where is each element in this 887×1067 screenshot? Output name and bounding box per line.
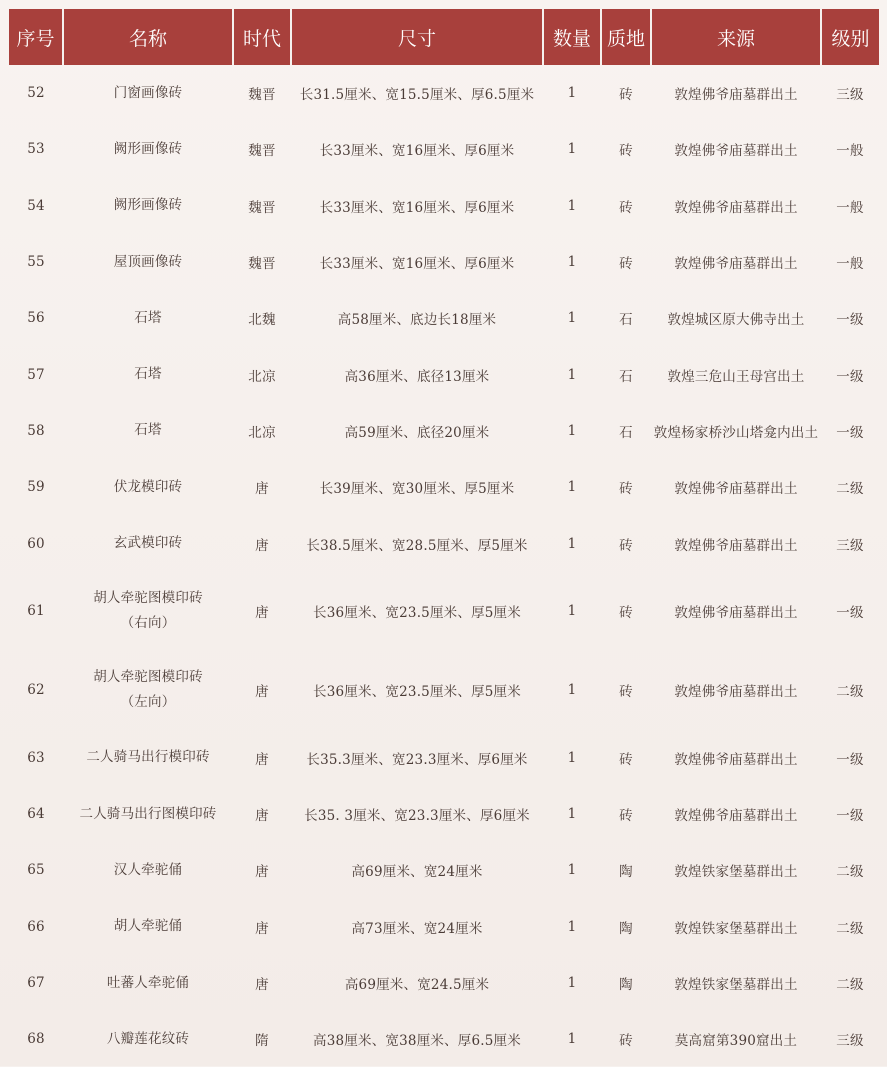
cell-size: 长36厘米、宽23.5厘米、厚5厘米 [313, 605, 521, 622]
cell-name [63, 730, 233, 786]
cell-name [63, 955, 233, 1011]
cell-size: 长33厘米、宽16厘米、厚6厘米 [319, 143, 515, 160]
cell-no: 66 [27, 918, 45, 935]
cell-qty: 1 [567, 422, 577, 439]
cell-name-text: 伏龙模印砖 [113, 478, 183, 495]
cell-no: 62 [27, 682, 45, 699]
cell-material: 石 [619, 312, 633, 329]
cell-source: 敦煌佛爷庙墓群出土 [674, 481, 798, 498]
cell-material: 砖 [619, 1033, 633, 1050]
cell-qty: 1 [567, 366, 577, 383]
table-row [9, 955, 879, 1011]
cell-era: 魏晋 [248, 256, 276, 273]
table-row [9, 842, 879, 898]
table-row [9, 403, 879, 459]
cell-grade: 一级 [836, 312, 864, 329]
cell-qty: 1 [567, 862, 577, 879]
cell-qty: 1 [567, 1031, 577, 1048]
cell-material: 陶 [619, 920, 633, 937]
table-row [9, 651, 879, 730]
cell-grade: 二级 [836, 864, 864, 881]
cell-no: 58 [27, 422, 45, 439]
cell-name-text: 石塔 [134, 422, 162, 439]
cell-name-text: 门窗画像砖 [113, 84, 183, 101]
cell-grade: 一级 [836, 751, 864, 768]
cell-era: 隋 [255, 1033, 269, 1050]
cell-no: 53 [27, 141, 45, 158]
cell-qty: 1 [567, 603, 577, 620]
table-body [9, 65, 879, 1067]
cell-grade: 二级 [836, 481, 864, 498]
cell-source: 敦煌三危山王母宫出土 [667, 368, 805, 385]
cell-grade: 一级 [836, 424, 864, 441]
cell-name-text: 二人骑马出行图模印砖 [79, 805, 217, 822]
cell-name-text: 二人骑马出行模印砖 [86, 749, 210, 766]
cell-qty: 1 [567, 682, 577, 699]
cell-name [63, 842, 233, 898]
cell-material: 石 [619, 424, 633, 441]
cell-name-text: 胡人牵驼图模印砖 [93, 669, 203, 686]
cell-name-text: 胡人牵驼俑 [113, 918, 183, 935]
cell-era: 唐 [255, 920, 269, 937]
cell-grade: 三级 [836, 537, 864, 554]
cell-material: 砖 [619, 199, 633, 216]
cell-name-text: 屋顶画像砖 [113, 253, 183, 270]
cell-source: 敦煌佛爷庙墓群出土 [674, 199, 798, 216]
cell-source: 敦煌佛爷庙墓群出土 [674, 256, 798, 273]
cell-era: 唐 [255, 684, 269, 701]
table-row [9, 178, 879, 234]
cell-qty: 1 [567, 141, 577, 158]
cell-era: 北魏 [248, 312, 276, 329]
cell-size: 高38厘米、宽38厘米、厚6.5厘米 [313, 1033, 521, 1050]
cell-name-text: 吐蕃人牵驼俑 [106, 974, 190, 991]
cell-era: 唐 [255, 537, 269, 554]
cell-name [63, 786, 233, 842]
table-row [9, 459, 879, 515]
cell-qty: 1 [567, 806, 577, 823]
cell-name [63, 899, 233, 955]
cell-qty: 1 [567, 749, 577, 766]
header-grade: 级别 [821, 9, 879, 65]
cell-qty: 1 [567, 918, 577, 935]
cell-source: 敦煌铁家堡墓群出土 [674, 977, 798, 993]
cell-no: 63 [27, 749, 45, 766]
table-row [9, 65, 879, 121]
table-row [9, 730, 879, 786]
cell-source: 敦煌杨家桥沙山塔龛内出土 [653, 424, 819, 441]
cell-grade: 一级 [836, 605, 864, 622]
cell-material: 砖 [619, 87, 633, 104]
cell-source: 敦煌佛爷庙墓群出土 [674, 751, 798, 768]
header-no: 序号 [9, 9, 63, 65]
cell-name-text: 石塔 [134, 309, 162, 326]
cell-no: 55 [27, 254, 45, 271]
cell-material: 砖 [619, 143, 633, 160]
cell-name-text: 胡人牵驼图模印砖 [93, 590, 203, 607]
cell-name [63, 234, 233, 290]
cell-grade: 一般 [836, 143, 864, 160]
cell-name-text: 阙形画像砖 [113, 140, 183, 157]
cell-era: 北凉 [248, 424, 276, 441]
header-name: 名称 [63, 9, 233, 65]
cell-name-text: 玄武模印砖 [113, 535, 183, 552]
cell-grade: 一级 [836, 368, 864, 385]
cell-name [63, 178, 233, 234]
cell-no: 56 [27, 310, 45, 327]
cell-size: 高58厘米、底边长18厘米 [337, 312, 497, 329]
cell-name [63, 346, 233, 402]
cell-size: 长36厘米、宽23.5厘米、厚5厘米 [313, 684, 521, 701]
cell-name [63, 121, 233, 177]
cell-era: 唐 [255, 864, 269, 881]
cell-name-subtext: （右向） [120, 615, 176, 632]
cell-name-text: 石塔 [134, 366, 162, 383]
cell-name [63, 65, 233, 121]
table-row [9, 515, 879, 571]
cell-qty: 1 [567, 254, 577, 271]
cell-grade: 一级 [836, 808, 864, 825]
cell-size: 高36厘米、底径13厘米 [344, 368, 490, 385]
cell-size: 长33厘米、宽16厘米、厚6厘米 [319, 256, 515, 273]
cell-era: 唐 [255, 977, 269, 993]
cell-size: 长31.5厘米、宽15.5厘米、厚6.5厘米 [299, 87, 535, 104]
cell-no: 52 [27, 85, 45, 102]
cell-era: 北凉 [248, 368, 276, 385]
cell-qty: 1 [567, 310, 577, 327]
cell-grade: 一般 [836, 256, 864, 273]
table-row [9, 346, 879, 402]
cell-source: 莫高窟第390窟出土 [674, 1033, 798, 1050]
cell-no: 68 [27, 1031, 45, 1048]
cell-qty: 1 [567, 85, 577, 102]
cell-grade: 二级 [836, 977, 864, 993]
cell-material: 陶 [619, 864, 633, 881]
cell-material: 砖 [619, 605, 633, 622]
cell-name [63, 290, 233, 346]
cell-size: 长33厘米、宽16厘米、厚6厘米 [319, 199, 515, 216]
cell-no: 67 [27, 975, 45, 991]
cell-grade: 三级 [836, 87, 864, 104]
cell-no: 60 [27, 535, 45, 552]
cell-size: 高69厘米、宽24.5厘米 [344, 977, 490, 993]
cell-no: 61 [27, 603, 45, 620]
cell-source: 敦煌城区原大佛寺出土 [667, 312, 805, 329]
header-qty: 数量 [543, 9, 601, 65]
cell-grade: 三级 [836, 1033, 864, 1050]
cell-material: 砖 [619, 256, 633, 273]
cell-name [63, 651, 233, 730]
table-row [9, 1011, 879, 1067]
cell-no: 65 [27, 862, 45, 879]
cell-name-text: 八瓣莲花纹砖 [106, 1030, 190, 1047]
cell-source: 敦煌铁家堡墓群出土 [674, 920, 798, 937]
table-row [9, 899, 879, 955]
cell-era: 唐 [255, 605, 269, 622]
header-material: 质地 [601, 9, 651, 65]
table-row [9, 290, 879, 346]
cell-size: 长35. 3厘米、宽23.3厘米、厚6厘米 [304, 808, 530, 825]
table-row [9, 234, 879, 290]
cell-no: 57 [27, 366, 45, 383]
table-row [9, 121, 879, 177]
cell-era: 唐 [255, 481, 269, 498]
cell-no: 54 [27, 197, 45, 214]
cell-material: 石 [619, 368, 633, 385]
cell-material: 陶 [619, 977, 633, 993]
cell-source: 敦煌佛爷庙墓群出土 [674, 143, 798, 160]
cell-name-text: 阙形画像砖 [113, 197, 183, 214]
cell-qty: 1 [567, 197, 577, 214]
cell-era: 魏晋 [248, 143, 276, 160]
table-header [9, 9, 879, 65]
cell-size: 高73厘米、宽24厘米 [351, 920, 483, 937]
cell-no: 64 [27, 806, 45, 823]
cell-size: 长38.5厘米、宽28.5厘米、厚5厘米 [306, 537, 528, 554]
cell-qty: 1 [567, 535, 577, 552]
cell-era: 魏晋 [248, 199, 276, 216]
cell-qty: 1 [567, 479, 577, 496]
cell-size: 高59厘米、底径20厘米 [344, 424, 490, 441]
cell-size: 长39厘米、宽30厘米、厚5厘米 [319, 481, 515, 498]
cell-era: 魏晋 [248, 87, 276, 104]
cell-material: 砖 [619, 808, 633, 825]
cell-name [63, 403, 233, 459]
cell-material: 砖 [619, 684, 633, 701]
cell-source: 敦煌铁家堡墓群出土 [674, 864, 798, 881]
cell-source: 敦煌佛爷庙墓群出土 [674, 537, 798, 554]
header-row [9, 9, 879, 65]
cell-era: 唐 [255, 751, 269, 768]
cell-name [63, 1011, 233, 1067]
cell-name-subtext: （左向） [120, 694, 176, 711]
cell-name [63, 515, 233, 571]
cell-qty: 1 [567, 975, 577, 991]
header-size: 尺寸 [291, 9, 543, 65]
cell-material: 砖 [619, 537, 633, 554]
relics-table [9, 9, 879, 1067]
cell-no: 59 [27, 479, 45, 496]
table-row [9, 572, 879, 651]
cell-size: 长35.3厘米、宽23.3厘米、厚6厘米 [306, 751, 528, 768]
cell-name [63, 572, 233, 651]
cell-source: 敦煌佛爷庙墓群出土 [674, 684, 798, 701]
cell-grade: 一般 [836, 199, 864, 216]
table-row [9, 786, 879, 842]
cell-name-text: 汉人牵驼俑 [113, 861, 183, 878]
cell-name [63, 459, 233, 515]
cell-size: 高69厘米、宽24厘米 [351, 864, 483, 881]
cell-material: 砖 [619, 481, 633, 498]
cell-source: 敦煌佛爷庙墓群出土 [674, 87, 798, 104]
cell-material: 砖 [619, 751, 633, 768]
cell-source: 敦煌佛爷庙墓群出土 [674, 605, 798, 622]
header-era: 时代 [233, 9, 291, 65]
cell-grade: 二级 [836, 920, 864, 937]
header-source: 来源 [651, 9, 821, 65]
cell-grade: 二级 [836, 684, 864, 701]
cell-era: 唐 [255, 808, 269, 825]
cell-source: 敦煌佛爷庙墓群出土 [674, 808, 798, 825]
